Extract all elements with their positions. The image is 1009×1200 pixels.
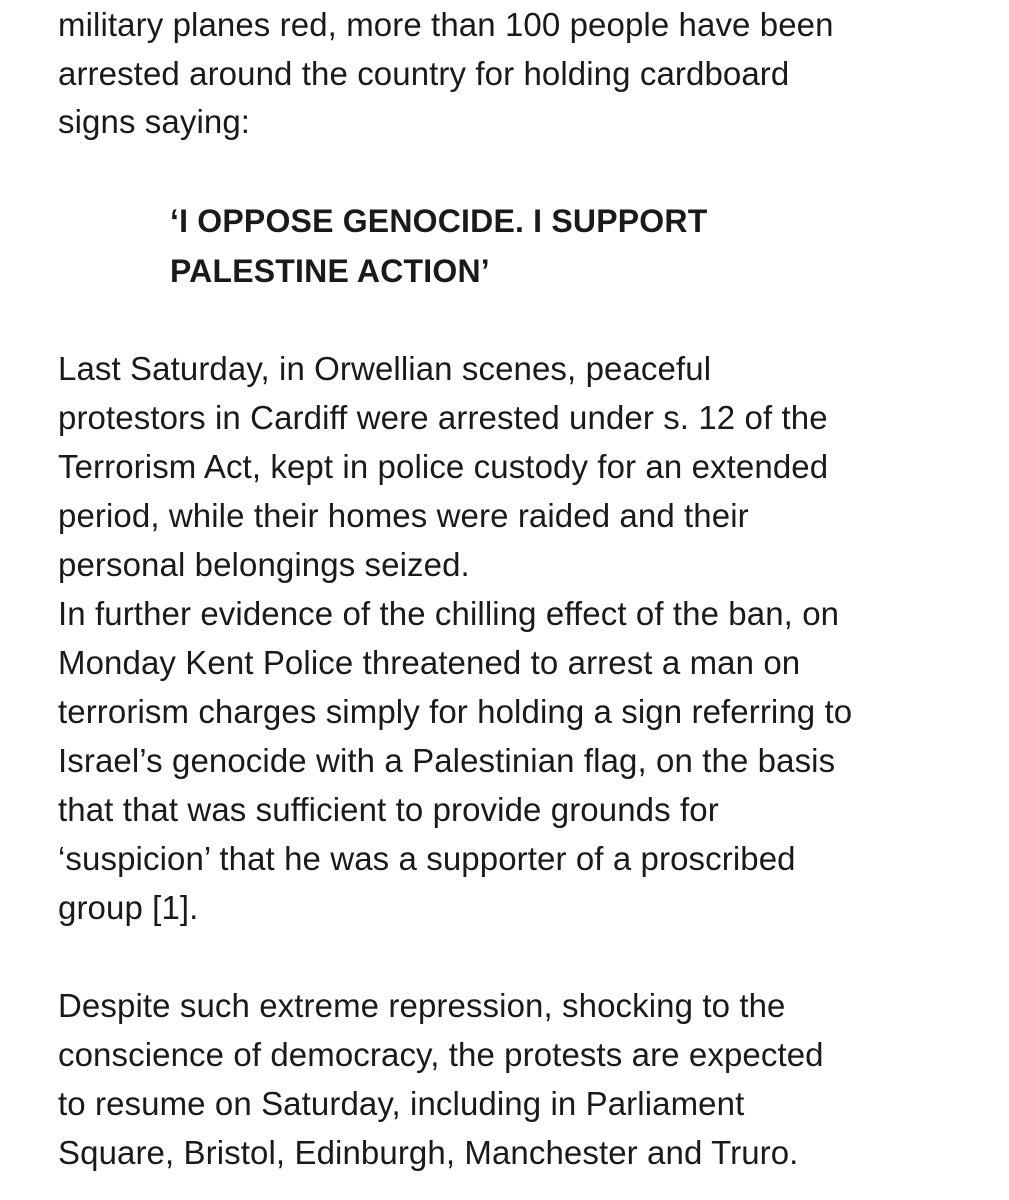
text-line: Square, Bristol, Edinburgh, Manchester and Truro. xyxy=(58,1134,799,1171)
text-line: terrorism charges simply for holding a sign referring to xyxy=(58,693,853,730)
text-line: Israel’s genocide with a Palestinian flag, on the basis xyxy=(58,742,836,779)
text-line: Last Saturday, in Orwellian scenes, peaceful xyxy=(58,350,712,387)
text-line: Despite such extreme repression, shocking to the xyxy=(58,987,786,1024)
text-line: ‘suspicion’ that he was a supporter of a proscribed xyxy=(58,840,796,877)
text-line: Terrorism Act, kept in police custody for an extended xyxy=(58,448,829,485)
text-line: military planes red, more than 100 people have been xyxy=(58,6,834,43)
text-line: Monday Kent Police threatened to arrest a man on xyxy=(58,644,801,681)
text-line: to resume on Saturday, including in Parliament xyxy=(58,1085,745,1122)
text-line: signs saying: xyxy=(58,103,251,140)
text-line: arrested around the country for holding cardboard xyxy=(58,55,790,92)
quote-line: PALESTINE ACTION’ xyxy=(170,253,490,289)
text-line: period, while their homes were raided and their xyxy=(58,497,749,534)
text-line: personal belongings seized. xyxy=(58,546,470,583)
text-line: protestors in Cardiff were arrested under s. 12 of the xyxy=(58,399,828,436)
text-line: that that was sufficient to provide grounds for xyxy=(58,791,719,828)
text-line: conscience of democracy, the protests are expected xyxy=(58,1036,824,1073)
text-line: In further evidence of the chilling effect of the ban, on xyxy=(58,595,840,632)
text-line: group [1]. xyxy=(58,889,199,926)
quote-line: ‘I OPPOSE GENOCIDE. I SUPPORT xyxy=(170,203,708,239)
